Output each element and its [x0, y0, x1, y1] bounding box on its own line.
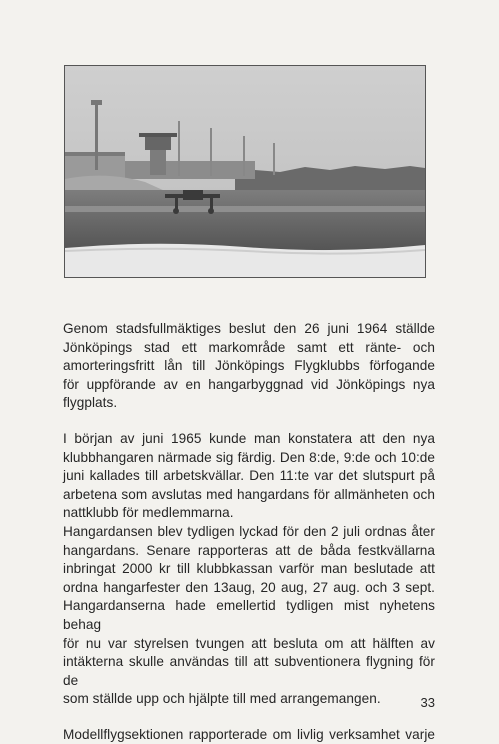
text-line: intäkterna skulle användas till att subventionera flygning för de [63, 654, 435, 688]
text-line: nattklubb för medlemmarna. [63, 505, 234, 521]
article-body [63, 320, 435, 744]
text-line: Jönköpings stad ett markområde samt ett ränte- och [63, 339, 435, 355]
text-line: arbetena som avslutas med hangardans för allmänheten och [63, 486, 435, 502]
text-line: för nu var styrelsen tvungen att besluta om att hälften av [63, 635, 435, 651]
text-line: amorteringsfritt lån till Jönköpings Flygklubbs förfogande [63, 358, 435, 374]
text-line: som ställde upp och hjälpte till med arrangemangen. [63, 691, 381, 707]
text-line: inbringat 2000 kr till klubbkassan varför man beslutade att [63, 561, 435, 577]
text-line: ordna hangarfester den 13aug, 20 aug, 27 aug. och 3 sept. [63, 579, 435, 595]
text-line: flygplats. [63, 395, 118, 411]
text-line: I början av juni 1965 kunde man konstatera att den nya [63, 430, 435, 446]
text-line: Hangardansen blev tydligen lyckad för den 2 juli ordnas åter [63, 523, 435, 539]
text-line: klubbhangaren närmade sig färdig. Den 8:de, 9:de och 10:de [63, 449, 435, 465]
page-number: 33 [420, 695, 435, 710]
airfield-photo [64, 65, 426, 278]
text-line: Genom stadsfullmäktiges beslut den 26 juni 1964 ställde [63, 321, 435, 336]
text-line: juni kallades till arbetskvällar. Den 11:te var det slutspurt på [63, 468, 435, 484]
text-line: för uppförande av en hangarbyggnad vid Jönköpings nya [63, 376, 435, 392]
paragraph-model-flying [63, 726, 435, 744]
paragraph-hangar-dances [63, 430, 435, 709]
text-line: Hangardanserna hade emellertid tydligen mist nyhetens behag [63, 598, 435, 632]
text-line: hangardans. Senare rapporteras att de båda festkvällarna [63, 542, 435, 558]
paragraph-funding [63, 320, 435, 413]
text-line: Modellflygsektionen rapporterade om livlig verksamhet varje [63, 726, 435, 742]
